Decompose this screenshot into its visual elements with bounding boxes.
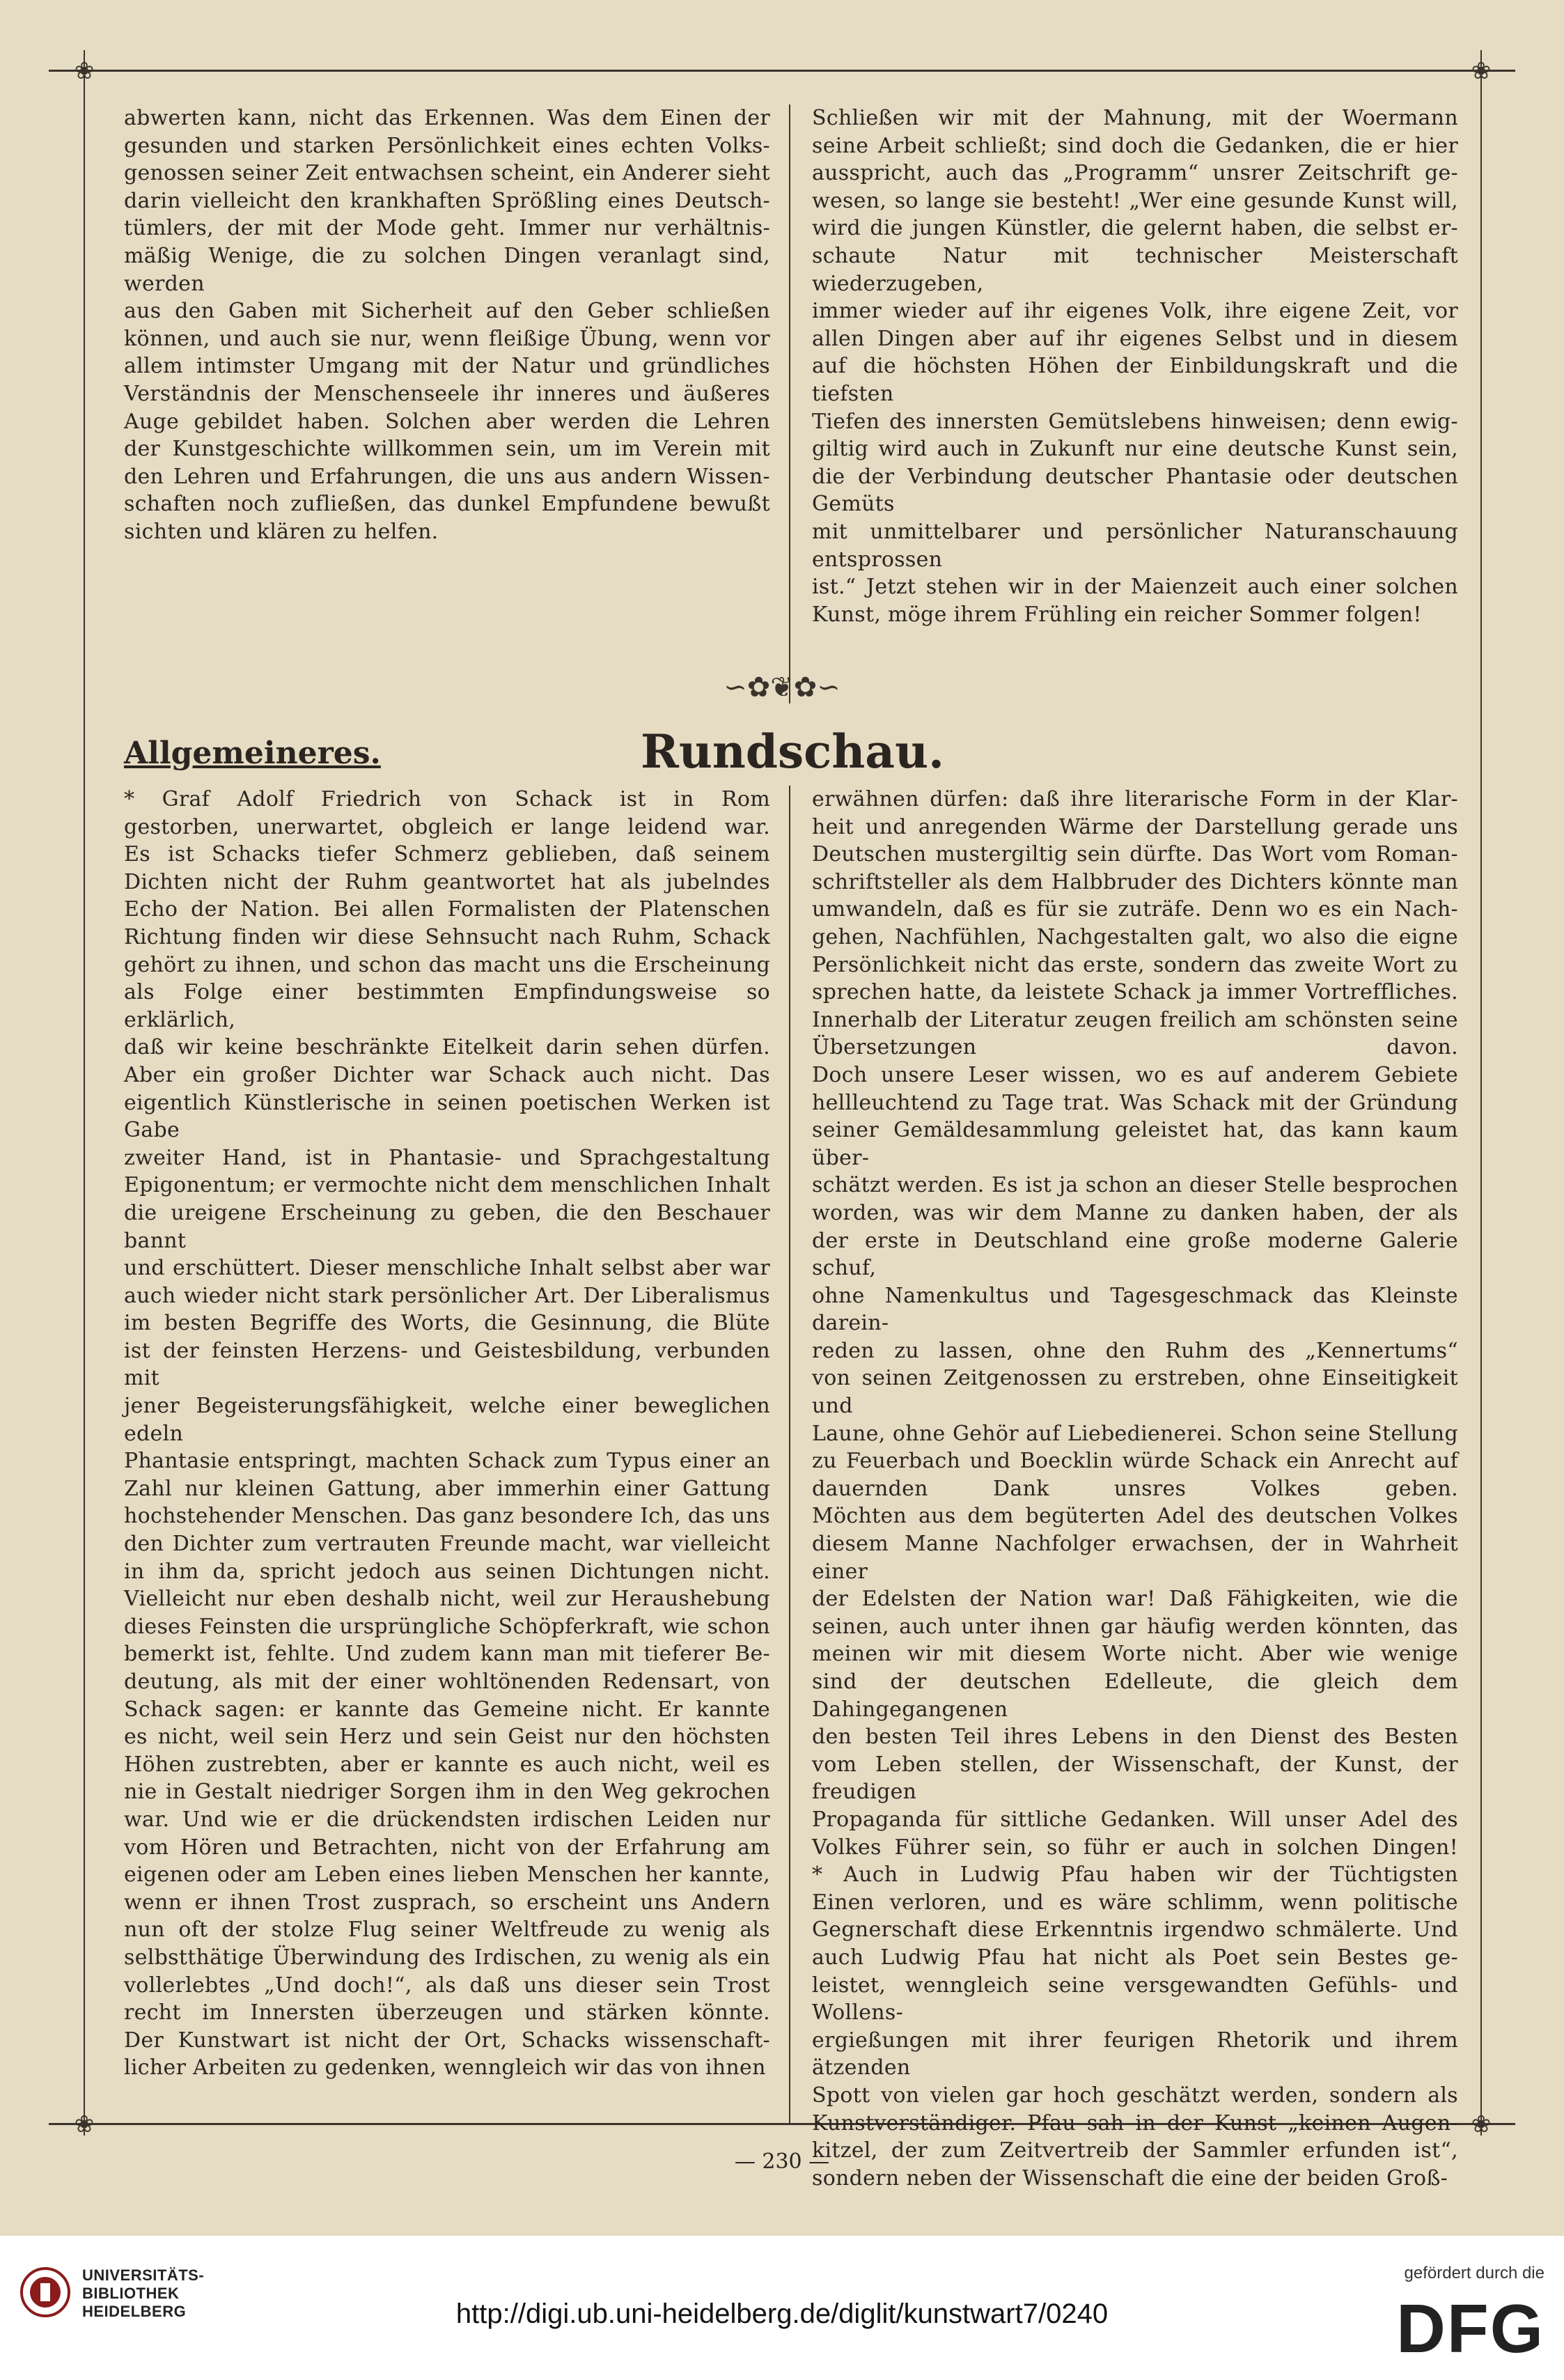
text-line: wird die jungen Künstler, die gelernt haben, die selbst er-: [812, 216, 1458, 241]
text-line: Volkes Führer sein, so führ er auch in solchen Dingen!: [812, 1835, 1458, 1860]
text-line: sichten und klären zu helfen.: [124, 519, 439, 544]
text-line: dauernden Dank unsres Volkes geben.: [812, 1476, 1458, 1501]
institution-line: BIBLIOTHEK: [82, 2285, 180, 2302]
footer-bar: [0, 2236, 1564, 2380]
text-line: allen Dingen aber auf ihr eigenes Selbst und in diesem: [812, 326, 1458, 351]
text-line: Deutschen mustergiltig sein dürfte. Das Wort vom Roman-: [812, 842, 1458, 867]
text-line: und erschüttert. Dieser menschliche Inhalt selbst aber war: [124, 1256, 770, 1281]
text-line: Einen verloren, und es wäre schlimm, wenn politische: [812, 1890, 1458, 1915]
column-separator: [789, 104, 790, 703]
text-line: eigenen oder am Leben eines lieben Menschen her kannte,: [124, 1862, 770, 1888]
text-line: deutung, als mit der einer wohltönenden Redensart, von: [124, 1670, 770, 1694]
text-line: Möchten aus dem begüterten Adel des deutschen Volkes: [812, 1504, 1458, 1529]
text-line: schriftsteller als dem Halbbruder des Dichters könnte man: [812, 869, 1458, 894]
text-line: heit und anregenden Wärme der Darstellung gerade uns: [812, 814, 1458, 839]
corner-ornament-icon: ❀: [1471, 57, 1492, 85]
text-line: der erste in Deutschland eine große moderne Galerie schuf,: [812, 1228, 1458, 1281]
text-line: den besten Teil ihres Lebens in den Dienst des Besten: [812, 1725, 1458, 1750]
text-line: selbstthätige Überwindung des Irdischen, zu wenig als ein: [124, 1945, 770, 1970]
subsection-heading: Allgemeineres.: [124, 736, 381, 771]
text-line: schaute Natur mit technischer Meisterschaft wiederzugeben,: [812, 243, 1458, 296]
text-line: recht im Innersten überzeugen und stärken könnte.: [124, 2000, 770, 2025]
text-line: ohne Namenkultus und Tagesgeschmack das Kleinste darein-: [812, 1283, 1458, 1336]
dfg-logo: DFG: [1396, 2290, 1545, 2367]
section-ornament-icon: ∽✿❦✿∽: [724, 671, 840, 703]
text-line: die ureigene Erscheinung zu geben, die den Beschauer bannt: [124, 1200, 770, 1253]
text-line: gesunden und starken Persönlichkeit eines echten Volks-: [124, 133, 770, 158]
text-line: umwandeln, daß es für sie zuträfe. Denn wo es ein Nach-: [812, 897, 1458, 922]
text-line: schätzt werden. Es ist ja schon an dieser Stelle besprochen: [812, 1173, 1458, 1198]
text-line: Es ist Schacks tiefer Schmerz geblieben, daß seinem: [124, 842, 770, 867]
bottom-left-column: [124, 786, 770, 2082]
text-line: immer wieder auf ihr eigenes Volk, ihre eigene Zeit, vor: [812, 299, 1458, 324]
funded-by-label: gefördert durch die: [1404, 2264, 1545, 2282]
text-line: auch Ludwig Pfau hat nicht als Poet sein Bestes ge-: [812, 1945, 1458, 1970]
text-line: nun oft der stolze Flug seiner Weltfreude zu wenig als: [124, 1918, 770, 1943]
text-line: den Dichter zum vertrauten Freunde macht, war vielleicht: [124, 1532, 770, 1557]
text-line: wenn er ihnen Trost zusprach, so erscheint uns Andern: [124, 1890, 770, 1915]
text-line: hochstehender Menschen. Das ganz besondere Ich, das uns: [124, 1504, 770, 1529]
source-url-link[interactable]: http://digi.ub.uni-heidelberg.de/diglit/kunstwart7/0240: [455, 2299, 1109, 2329]
text-line: wesen, so lange sie besteht! „Wer eine gesunde Kunst will,: [812, 188, 1458, 213]
column-separator: [789, 786, 790, 2123]
text-line: erwähnen dürfen: daß ihre literarische Form in der Klar-: [812, 787, 1458, 811]
text-line: sind der deutschen Edelleute, die gleich dem Dahingegangenen: [812, 1670, 1458, 1722]
text-line: vom Leben stellen, der Wissenschaft, der Kunst, der freudigen: [812, 1752, 1458, 1805]
text-line: war. Und wie er die drückendsten irdischen Leiden nur: [124, 1807, 770, 1832]
text-line: bemerkt ist, fehlte. Und zudem kann man mit tieferer Be-: [124, 1642, 770, 1667]
text-line: Richtung finden wir diese Sehnsucht nach Ruhm, Schack: [124, 924, 770, 949]
text-line: * Auch in Ludwig Pfau haben wir der Tüchtigsten: [812, 1862, 1458, 1888]
text-line: gehen, Nachfühlen, Nachgestalten galt, wo also die eigne: [812, 924, 1458, 949]
text-line: Persönlichkeit nicht das erste, sondern das zweite Wort zu: [812, 952, 1458, 977]
text-line: allem intimster Umgang mit der Natur und gründliches: [124, 354, 770, 379]
text-line: schaften noch zufließen, das dunkel Empfundene bewußt: [124, 492, 770, 517]
text-line: Auge gebildet haben. Solchen aber werden die Lehren: [124, 409, 770, 434]
text-line: Laune, ohne Gehör auf Liebedienerei. Schon seine Stellung: [812, 1421, 1458, 1446]
text-line: Echo der Nation. Bei allen Formalisten der Platenschen: [124, 897, 770, 922]
text-line: es nicht, weil sein Herz und sein Geist nur den höchsten: [124, 1725, 770, 1750]
text-line: gehört zu ihnen, und schon das macht uns die Erscheinung: [124, 952, 770, 977]
text-line: zweiter Hand, ist in Phantasie- und Sprachgestaltung: [124, 1145, 770, 1170]
text-line: ergießungen mit ihrer feurigen Rhetorik und ihrem ätzenden: [812, 2028, 1458, 2080]
page-number: — 230 —: [734, 2149, 830, 2174]
text-line: Spott von vielen gar hoch geschätzt werden, sondern als: [812, 2083, 1458, 2108]
text-line: dieses Feinsten die ursprüngliche Schöpferkraft, wie schon: [124, 1614, 770, 1639]
text-line: Verständnis der Menschenseele ihr inneres und äußeres: [124, 381, 770, 406]
text-line: ausspricht, auch das „Programm“ unsrer Zeitschrift ge-: [812, 161, 1458, 186]
corner-ornament-icon: ❀: [74, 2110, 95, 2138]
text-line: vom Hören und Betrachten, nicht von der Erfahrung am: [124, 1835, 770, 1860]
text-line: leistet, wenngleich seine versgewandten Gefühls- und Wollens-: [812, 1973, 1458, 2025]
text-line: zu Feuerbach und Boecklin würde Schack ein Anrecht auf: [812, 1449, 1458, 1474]
text-line: nie in Gestalt niedriger Sorgen ihm in den Weg gekrochen: [124, 1780, 770, 1805]
text-line: der Kunstgeschichte willkommen sein, um im Verein mit: [124, 437, 770, 462]
text-line: Gegnerschaft diese Erkenntnis irgendwo schmälerte. Und: [812, 1918, 1458, 1943]
frame-right-line: [1480, 50, 1482, 2136]
text-line: Schack sagen: er kannte das Gemeine nicht. Er kannte: [124, 1697, 770, 1722]
text-line: licher Arbeiten zu gedenken, wenngleich wir das von ihnen: [124, 2055, 766, 2080]
text-line: genossen seiner Zeit entwachsen scheint, ein Anderer sieht: [124, 161, 770, 186]
text-line: diesem Manne Nachfolger erwachsen, der in Wahrheit einer: [812, 1532, 1458, 1584]
text-line: den Lehren und Erfahrungen, die uns aus andern Wissen-: [124, 464, 770, 489]
text-line: Der Kunstwart ist nicht der Ort, Schacks wissenschaft-: [124, 2028, 770, 2053]
text-line: seiner Gemäldesammlung geleistet hat, das kann kaum über-: [812, 1118, 1458, 1170]
text-line: Vielleicht nur eben deshalb nicht, weil zur Heraushebung: [124, 1587, 770, 1612]
text-line: Zahl nur kleinen Gattung, aber immerhin einer Gattung: [124, 1476, 770, 1501]
text-line: ist der feinsten Herzens- und Geistesbildung, verbunden mit: [124, 1338, 770, 1391]
corner-ornament-icon: ❀: [1471, 2110, 1492, 2138]
text-line: Höhen zustrebten, aber er kannte es auch nicht, weil es: [124, 1752, 770, 1777]
text-line: Epigonentum; er vermochte nicht dem menschlichen Inhalt: [124, 1173, 770, 1198]
text-line: Dichten nicht der Ruhm geantwortet hat als jubelndes: [124, 869, 770, 894]
text-line: seine Arbeit schließt; sind doch die Gedanken, die er hier: [812, 133, 1458, 158]
text-line: in ihm da, spricht jedoch aus seinen Dichtungen nicht.: [124, 1559, 770, 1584]
text-line: reden zu lassen, ohne den Ruhm des „Kennertums“: [812, 1338, 1458, 1363]
institution-line: UNIVERSITÄTS-: [82, 2266, 205, 2284]
section-heading: Rundschau.: [641, 724, 945, 779]
text-line: gestorben, unerwartet, obgleich er lange leidend war.: [124, 814, 770, 839]
text-line: tümlers, der mit der Mode geht. Immer nur verhältnis-: [124, 216, 770, 241]
text-line: ist.“ Jetzt stehen wir in der Maienzeit auch einer solchen: [812, 575, 1458, 600]
text-line: kitzel, der zum Zeitvertreib der Sammler erfunden ist“,: [812, 2138, 1458, 2163]
top-left-column: [124, 104, 770, 546]
text-line: Schließen wir mit der Mahnung, mit der Woermann: [812, 106, 1458, 130]
text-line: sprechen hatte, da leistete Schack ja immer Vortreffliches.: [812, 980, 1458, 1005]
text-line: hellleuchtend zu Tage trat. Was Schack mit der Gründung: [812, 1090, 1458, 1115]
text-line: worden, was wir dem Manne zu danken haben, der als: [812, 1200, 1458, 1225]
text-line: der Edelsten der Nation war! Daß Fähigkeiten, wie die: [812, 1587, 1458, 1612]
text-line: als Folge einer bestimmten Empfindungsweise so erklärlich,: [124, 980, 770, 1032]
text-line: * Graf Adolf Friedrich von Schack ist in Rom: [124, 787, 770, 811]
frame-left-line: [84, 50, 85, 2136]
text-line: seinen, auch unter ihnen gar häufig werden könnten, das: [812, 1614, 1458, 1639]
text-line: daß wir keine beschränkte Eitelkeit darin sehen dürfen.: [124, 1035, 770, 1060]
text-line: Kunstverständiger. Pfau sah in der Kunst „keinen Augen-: [812, 2110, 1458, 2136]
text-line: Aber ein großer Dichter war Schack auch nicht. Das: [124, 1062, 770, 1087]
text-line: können, und auch sie nur, wenn fleißige Übung, wenn vor: [124, 326, 770, 351]
text-line: Tiefen des innersten Gemütslebens hinweisen; denn ewig-: [812, 409, 1458, 434]
text-line: mäßig Wenige, die zu solchen Dingen veranlagt sind, werden: [124, 243, 770, 296]
text-line: Innerhalb der Literatur zeugen freilich am schönsten seine: [812, 1007, 1458, 1032]
text-line: auf die höchsten Höhen der Einbildungskraft und die tiefsten: [812, 354, 1458, 406]
text-line: darin vielleicht den krankhaften Sprößling eines Deutsch-: [124, 188, 770, 213]
text-line: Übersetzungen davon.: [812, 1035, 1458, 1060]
text-line: im besten Begriffe des Worts, die Gesinnung, die Blüte: [124, 1311, 770, 1336]
text-line: meinen wir mit diesem Worte nicht. Aber wie wenige: [812, 1642, 1458, 1667]
text-line: abwerten kann, nicht das Erkennen. Was dem Einen der: [124, 106, 770, 130]
text-line: Kunst, möge ihrem Frühling ein reicher Sommer folgen!: [812, 602, 1422, 627]
text-line: aus den Gaben mit Sicherheit auf den Geber schließen: [124, 299, 770, 324]
text-line: eigentlich Künstlerische in seinen poetischen Werken ist Gabe: [124, 1090, 770, 1143]
text-line: Propaganda für sittliche Gedanken. Will unser Adel des: [812, 1807, 1458, 1832]
institution-line: HEIDELBERG: [82, 2303, 187, 2320]
text-line: sondern neben der Wissenschaft die eine der beiden Groß-: [812, 2165, 1448, 2191]
frame-top-line: [49, 70, 1515, 72]
text-line: vollerlebtes „Und doch!“, als daß uns dieser sein Trost: [124, 1973, 770, 1998]
bottom-right-column: [812, 786, 1458, 2192]
text-line: Doch unsere Leser wissen, wo es auf anderem Gebiete: [812, 1062, 1458, 1087]
corner-ornament-icon: ❀: [74, 57, 95, 85]
text-line: die der Verbindung deutscher Phantasie oder deutschen Gemüts: [812, 464, 1458, 517]
text-line: mit unmittelbarer und persönlicher Naturanschauung entsprossen: [812, 519, 1458, 572]
text-line: Phantasie entspringt, machten Schack zum Typus einer an: [124, 1449, 770, 1474]
text-line: von seinen Zeitgenossen zu erstreben, ohne Einseitigkeit und: [812, 1366, 1458, 1419]
text-line: giltig wird auch in Zukunft nur eine deutsche Kunst sein,: [812, 437, 1458, 462]
text-line: auch wieder nicht stark persönlicher Art. Der Liberalismus: [124, 1283, 770, 1308]
text-line: jener Begeisterungsfähigkeit, welche einer beweglichen edeln: [124, 1394, 770, 1446]
top-right-column: [812, 104, 1458, 628]
